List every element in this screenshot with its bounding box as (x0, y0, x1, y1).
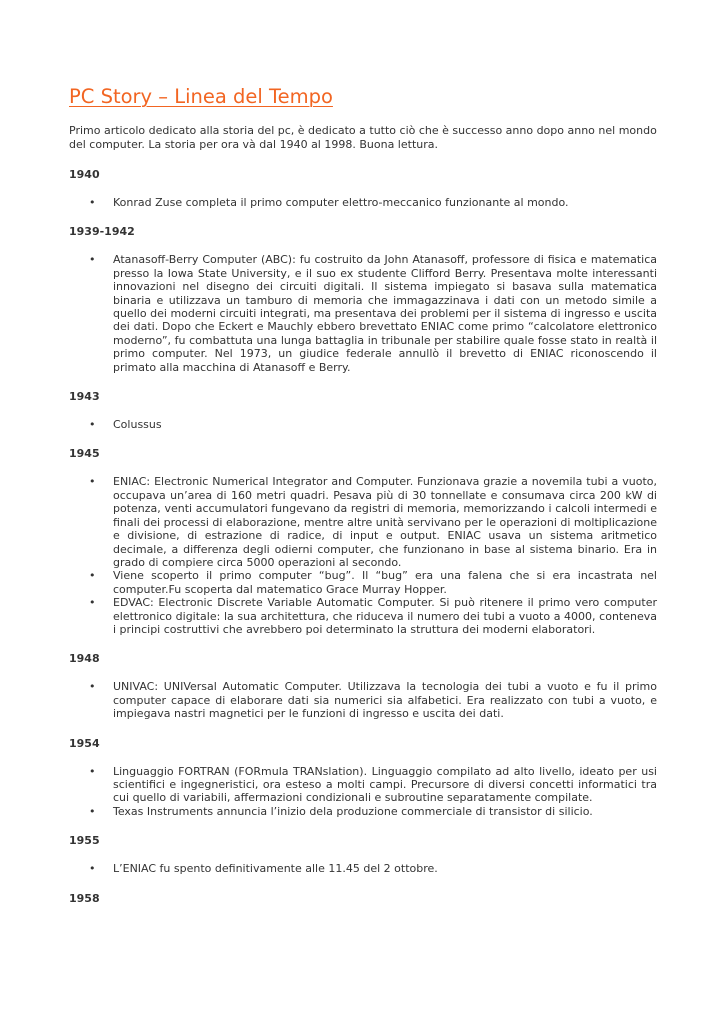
list-item (69, 805, 657, 818)
list-item (69, 196, 657, 209)
list-item (69, 765, 657, 805)
bullet-icon: • (89, 862, 96, 876)
list-item (69, 569, 657, 596)
list-item-text: Linguaggio FORTRAN (FORmula TRANslation). Linguaggio compilato ad alto livello, ideato per usi scientifici e ingegneristici, ora esteso a molti campi. Precursore di diversi concetti informatici tra cui quello di variabili, affermazioni condizionali e subroutine separatamente compilate. (113, 764, 657, 805)
year-section (69, 225, 657, 374)
entry-list (69, 862, 657, 875)
year-section (69, 892, 657, 906)
bullet-icon: • (89, 680, 96, 694)
entry-list (69, 765, 657, 819)
year-heading: 1955 (69, 834, 100, 848)
list-item-text: UNIVAC: UNIVersal Automatic Computer. Utilizzava la tecnologia dei tubi a vuoto e fu il primo computer capace di elaborare dati sia numerici sia alfabetici. Era realizzato con tubi a vuoto, e impiegava nastri magnetici per le funzioni di ingresso e uscita dei dati. (113, 680, 657, 721)
entry-list (69, 196, 657, 209)
year-heading: 1939-1942 (69, 225, 135, 239)
document-page (69, 84, 657, 906)
year-heading: 1954 (69, 736, 100, 750)
bullet-icon: • (89, 253, 96, 267)
year-section (69, 390, 657, 431)
bullet-icon: • (89, 418, 96, 432)
list-item-text: ENIAC: Electronic Numerical Integrator and Computer. Funzionava grazie a novemila tubi a vuoto, occupava un’area di 160 metri quadri. Pesava più di 30 tonnellate e consumava circa 200 kW di potenza, venti accumulatori fungevano da registri di memoria, memorizzando i calcoli intermedi e finali dei processi di elaborazione, mentre altre unità servivano per le operazioni di moltiplicazione e divisione, di estrazione di radice, di input e output. ENIAC usava un sistema aritmetico decimale, a differenza degli odierni computer, che funzionano in base al sistema binario. Era in grado di compiere circa 5000 operazioni al secondo. (113, 475, 657, 569)
year-heading: 1958 (69, 891, 100, 905)
list-item-text: Texas Instruments annuncia l’inizio dela produzione commerciale di transistor di silicio. (113, 804, 593, 818)
list-item (69, 418, 657, 431)
list-item-text: L’ENIAC fu spento definitivamente alle 11.45 del 2 ottobre. (113, 862, 438, 876)
list-item-text: Atanasoff-Berry Computer (ABC): fu costruito da John Atanasoff, professore di fisica e matematica presso la Iowa State University, e il suo ex studente Clifford Berry. Presentava molte interessanti innovazioni nel disegno dei circuiti digitali. Il sistema impiegato si basava sulla matematica binaria e utilizzava un tamburo di memoria che immagazzinava i dati con un metodo simile a quello dei moderni circuiti integrati, ma presentava dei problemi per il sistema di ingresso e uscita dei dati. Dopo che Eckert e Mauchly ebbero brevettato ENIAC come primo “calcolatore elettronico moderno”, fu combattuta una lunga battaglia in tribunale per stabilire quale fosse stato in realtà il primo computer. Nel 1973, un giudice federale annullò il brevetto di ENIAC riconoscendo il primato alla macchina di Atanasoff e Berry. (113, 253, 657, 374)
year-heading: 1945 (69, 447, 100, 461)
year-heading: 1940 (69, 168, 100, 181)
page-title[interactable]: PC Story – Linea del Tempo (69, 85, 333, 108)
entry-list (69, 475, 657, 636)
bullet-icon: • (89, 764, 96, 778)
bullet-icon: • (89, 569, 96, 583)
list-item (69, 862, 657, 875)
list-item (69, 475, 657, 569)
bullet-icon: • (89, 475, 96, 489)
year-section (69, 168, 657, 209)
year-heading: 1943 (69, 390, 100, 404)
year-section (69, 737, 657, 819)
year-heading: 1948 (69, 652, 100, 666)
list-item-text: Konrad Zuse completa il primo computer elettro-meccanico funzionante al mondo. (113, 196, 569, 209)
list-item-text: Viene scoperto il primo computer “bug”. Il “bug” era una falena che si era incastrata nel computer.Fu scoperta dal matematico Grace Murray Hopper. (113, 569, 657, 596)
entry-list (69, 680, 657, 720)
list-item (69, 253, 657, 374)
intro-paragraph: Primo articolo dedicato alla storia del pc, è dedicato a tutto ciò che è successo anno dopo anno nel mondo del computer. La storia per ora và dal 1940 al 1998. Buona lettura. (69, 124, 657, 151)
bullet-icon: • (89, 196, 96, 209)
bullet-icon: • (89, 596, 96, 610)
entry-list (69, 418, 657, 431)
list-item-text: Colussus (113, 418, 162, 432)
year-section (69, 447, 657, 636)
list-item-text: EDVAC: Electronic Discrete Variable Automatic Computer. Si può ritenere il primo vero computer elettronico digitale: la sua architettura, che riduceva il numero dei tubi a vuoto a 4000, conteneva i principi costruttivi che avrebbero poi determinato la struttura dei moderni elaboratori. (113, 596, 657, 636)
entry-list (69, 253, 657, 374)
list-item (69, 596, 657, 636)
bullet-icon: • (89, 804, 96, 818)
year-section (69, 834, 657, 875)
list-item (69, 680, 657, 720)
year-section (69, 652, 657, 720)
